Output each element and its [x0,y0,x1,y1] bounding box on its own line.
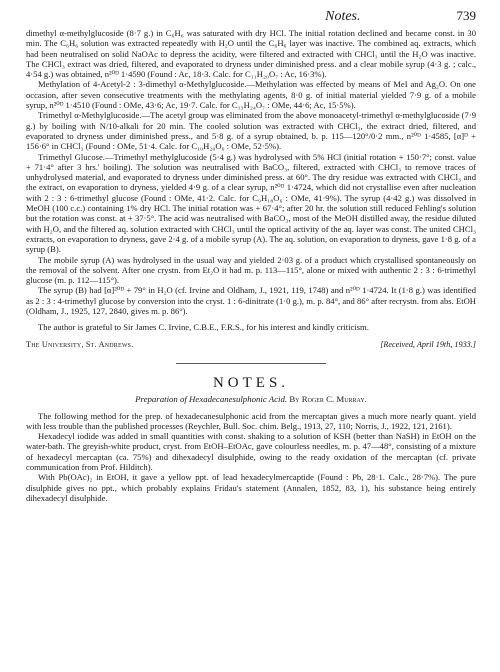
university: The University, St. Andrews. [26,339,134,349]
paragraph: Trimethyl Glucose.—Trimethyl methylglucoside (5·4 g.) was hydrolysed with 5% HCl (initial rotation + 150·7°; const. value + 71·4° after 3 hrs.' boiling). The solution was neutralised with BaCO₃, filtered, extracted with CHCl₃ to remove traces of unhydrolysed material, and evaporated to dryness under diminished press. at 60°. The dry residue was extracted with CHCl₃ and the extract, on evaporation to dryness, yielded 4·9 g. of a clear syrup, n²⁰ᴰ 1·4724, which did not crystallise even after nucleation with 2 : 3 : 6-trimethyl glucose (Found : OMe, 41·2. Calc. for C₉H₁₈O₆ : OMe, 41·9%). The syrup (4·42 g.) was dissolved in MeOH (100 c.c.) containing 1% dry HCl. The initial rotation was + 67·4°; after 20 hr. the solution still reduced Fehling's solution but the rotation was const. at + 37·5°. The acid was neutralised with BaCO₃, most of the MeOH distilled away, the residue diluted with H₂O, and the filtered aq. solution extracted with CHCl₃ until the optical activity of the aq. layer was const. The united CHCl₃ extracts, on evaporation to dryness, gave 2·4 g. of a mobile syrup (A). The aq. solution, on evaporation to dryness, gave 1·8 g. of a syrup (B). [26,151,476,255]
paragraph: dimethyl α-methylglucoside (8·7 g.) in C₆H₆ was saturated with dry HCl. The initial rotation declined and became const. in 30 min. The C₆H₆ solution was extracted repeatedly with H₂O until the C₆H₆ layer was inactive. The combined aq. extracts, which had been neutralised on solid NaOAc to depress the acidity, were filtered and extracted with CHCl₃ until the H₂O was inactive. The CHCl₃ extract was dried, filtered, and evaporated to dryness under diminished press. and a clear mobile syrup (4·3 g. ; calc., 4·54 g.) was obtained, n²⁰ᴰ 1·4590 (Found : Ac, 18·3. Calc. for C₁₁H₂₀O₇ : Ac, 16·3%). [26,28,476,80]
note-author: By Roger C. Murray. [289,394,367,405]
note-paragraph: The following method for the prep. of hexadecanesulphonic acid from the mercaptan gives a much more nearly quant. yield with less trouble than the published processes (Reychler, Bull. Soc. chim. Belg., 1913, 27, 110; Norris, J., 1922, 121, 2161). [26,410,476,431]
section-divider [176,363,326,364]
note-paragraph: Hexadecyl iodide was added in small quantities with const. shaking to a solution of KSH (better than NaSH) in EtOH on the water-bath. The greyish-white product, cryst. from EtOH–EtOAc, gave colourless needles, m. p. 47—48°, consisting of a mixture of hexadecyl mercaptan (ca. 75%) and dihexadecyl disulphide, owing to the ready oxidation of the mercaptan (cf. private communication from Prof. Hilditch). [26,431,476,472]
page-header [26,8,476,28]
affiliation-line [26,340,476,350]
article-body [26,28,476,503]
running-title: Notes. [325,9,361,24]
acknowledgement: The author is grateful to Sir James C. Irvine, C.B.E., F.R.S., for his interest and kindly criticism. [38,322,369,333]
paragraph: The mobile syrup (A) was hydrolysed in the usual way and yielded 2·03 g. of a product which crystallised spontaneously on the removal of the solvent. After one crystn. from Et₂O it had m. p. 113—115°, alone or mixed with authentic 2 : 3 : 6-trimethyl glucose (m. p. 112—115°). [26,254,476,286]
notes-heading: NOTES. [212,374,290,391]
paragraph: Methylation of 4-Acetyl-2 : 3-dimethyl α-Methylglucoside.—Methylation was effected by means of MeI and Ag₂O. On one occasion, after seven consecutive treatments with the methylating agents, 8·0 g. of initial material yielded 7·9 g. of a mobile syrup, n²⁰ᴰ 1·4510 (Found : OMe, 43·6; Ac, 19·7. Calc. for C₁₃H₂₄O₇ : OMe, 44·6; Ac, 15·5%). [26,79,476,111]
note-title: Preparation of Hexadecanesulphonic Acid. [135,394,288,405]
paragraph: The syrup (B) had [α]²⁰ᴰ + 79° in H₂O (cf. Irvine and Oldham, J., 1921, 119, 1748) and n²⁰ᴰ 1·4724. It (1·8 g.) was identified as 2 : 3 : 4-trimethyl glucose by conversion into the cryst. 1 : 6-dinitrate (1·0 g.), m. p. 84°, and 86° after recrystn. from abs. EtOH (Oldham, J., 1925, 127, 2840, gives m. p. 86°). [26,285,476,317]
paragraph: Trimethyl α-Methylglucoside.—The acetyl group was eliminated from the above monoacetyl-trimethyl α-methylglucoside (7·9 g.) by boiling with N/10-alkali for 20 min. The cooled solution was extracted with CHCl₃, the extract dried, filtered, and evaporated to dryness under diminished press., and 5·8 g. of a syrup obtained, b. p. 115—120°/0·2 mm., n²⁰ᴰ 1·4585, [α]ᴰ + 156·6° in CHCl₃ (Found : OMe, 51·4. Calc. for C₁₀H₂₀O₆ : OMe, 52·5%). [26,110,476,152]
page-number: 739 [456,8,476,23]
note-paragraph: With Pb(OAc)₂ in EtOH, it gave a yellow ppt. of lead hexadecylmercaptide (Found : Pb, 28·1. Calc., 28·7%). The pure disulphide gives no ppt., which probably explains Fridau's statement (Annalen, 1852, 83, 1), his substance being entirely dihexadecyl disulphide. [26,472,476,503]
received-date: [Received, April 19th, 1933.] [380,339,476,349]
note-title-line [26,394,476,404]
